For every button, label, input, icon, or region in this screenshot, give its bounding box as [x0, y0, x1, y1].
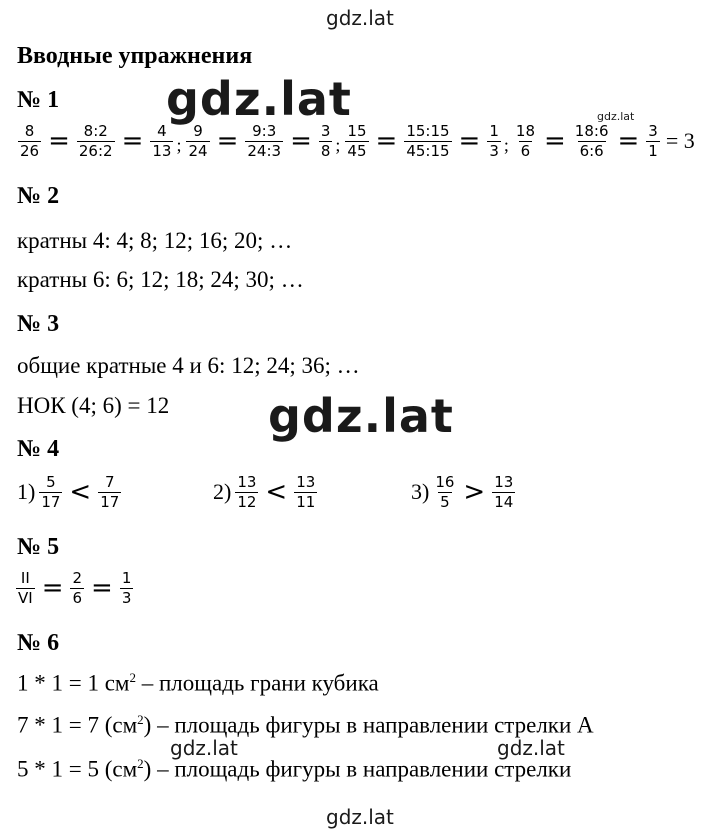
item-label: 2) — [213, 479, 232, 504]
fraction — [150, 123, 173, 159]
fraction-denominator: 6 — [520, 141, 531, 160]
fraction — [245, 123, 283, 159]
fraction — [70, 570, 84, 606]
exercise-3-line: общие кратные 4 и 6: 12; 24; 36; … — [17, 353, 360, 378]
watermark-text: gdz.lat — [268, 389, 454, 443]
exercise-4-heading: № 4 — [17, 436, 60, 462]
fraction-numerator: 7 — [104, 473, 115, 491]
watermark-text: gdz.lat — [597, 110, 635, 123]
operator: > — [463, 477, 486, 507]
fraction — [16, 570, 35, 606]
item-label: 3) — [411, 479, 430, 504]
fraction — [319, 123, 333, 159]
exercise-3-heading: № 3 — [17, 311, 60, 337]
exercise-3-line: НОК (4; 6) = 12 — [17, 393, 170, 418]
result-text: = 3 — [665, 128, 695, 153]
exercise-6-heading: № 6 — [17, 630, 60, 656]
comparison-item — [213, 474, 319, 510]
exercise-6-line — [17, 712, 594, 739]
fraction-numerator: 18 — [515, 122, 535, 140]
fraction-denominator: 11 — [296, 492, 316, 511]
fraction — [294, 474, 317, 510]
superscript: 2 — [129, 670, 136, 685]
line-text: ) – площадь фигуры в направлении стрелки — [143, 756, 572, 782]
operator: = — [91, 573, 113, 603]
watermark-text: gdz.lat — [170, 736, 238, 760]
superscript: 2 — [137, 756, 144, 771]
exercise-6-line — [17, 756, 571, 783]
fraction-denominator: 26:2 — [78, 141, 113, 160]
watermark-text: gdz.lat — [497, 736, 565, 760]
operator: = — [41, 573, 64, 603]
watermark-text: gdz.lat — [166, 72, 352, 126]
operator: < — [69, 477, 92, 507]
fraction-numerator: 9:3 — [252, 122, 277, 140]
fraction-numerator: 9 — [193, 122, 203, 140]
operator: = — [290, 126, 312, 156]
fraction-numerator: 1 — [121, 569, 132, 587]
comparison-item — [17, 474, 123, 510]
fraction-numerator: 13 — [237, 473, 257, 491]
fraction — [186, 123, 209, 159]
fraction — [18, 123, 41, 159]
line-text: – площадь грани кубика — [135, 670, 379, 696]
fraction — [345, 123, 368, 159]
line-text: 1 * 1 = 1 см — [17, 670, 130, 696]
fraction-denominator: 12 — [237, 492, 257, 511]
separator: ; — [335, 135, 341, 155]
fraction — [235, 474, 258, 510]
fraction-denominator: 24 — [188, 141, 208, 160]
fraction — [573, 123, 611, 159]
fraction — [487, 123, 501, 159]
fraction — [77, 123, 115, 159]
fraction — [98, 474, 121, 510]
operator: = — [48, 126, 70, 156]
operator: = — [375, 126, 398, 156]
fraction-numerator: 8:2 — [83, 122, 108, 140]
fraction-numerator: 16 — [435, 473, 455, 491]
fraction-denominator: 45 — [347, 141, 367, 160]
item-label: 1) — [17, 479, 36, 504]
exercise-6-line — [17, 670, 379, 697]
fraction-denominator: 5 — [440, 492, 450, 511]
fraction — [404, 123, 451, 159]
exercise-5-heading: № 5 — [17, 534, 60, 560]
fraction — [492, 474, 515, 510]
fraction-denominator: 3 — [489, 141, 499, 160]
fraction-numerator: II — [20, 569, 30, 587]
operator: = — [458, 126, 481, 156]
operator: = — [121, 126, 144, 156]
page-title: Вводные упражнения — [17, 43, 253, 69]
line-text: ) – площадь фигуры в направлении стрелки А — [143, 712, 594, 738]
fraction-numerator: 13 — [494, 473, 514, 491]
fraction-denominator: 45:15 — [406, 141, 450, 160]
operator: = — [544, 126, 566, 156]
fraction — [39, 474, 62, 510]
exercise-2-heading: № 2 — [17, 183, 60, 209]
fraction-numerator: 2 — [72, 569, 83, 587]
fraction-denominator: 8 — [320, 141, 331, 160]
superscript: 2 — [137, 712, 144, 727]
exercise-2-line: кратны 4: 4; 8; 12; 16; 20; … — [17, 228, 293, 253]
fraction-numerator: 15 — [347, 122, 367, 140]
watermark-text: gdz.lat — [326, 6, 394, 30]
exercise-2-line: кратны 6: 6; 12; 18; 24; 30; … — [17, 267, 304, 292]
operator: = — [617, 126, 640, 156]
fraction — [646, 123, 660, 159]
fraction-denominator: 13 — [152, 141, 172, 160]
fraction-denominator: 6 — [72, 588, 83, 607]
exercise-5-chain — [14, 570, 135, 606]
fraction-denominator: 14 — [494, 492, 514, 511]
fraction-numerator: 5 — [46, 473, 56, 491]
fraction-denominator: 3 — [121, 588, 132, 607]
fraction-numerator: 15:15 — [406, 122, 450, 140]
fraction-denominator: 6:6 — [579, 141, 604, 160]
fraction-denominator: VI — [18, 588, 33, 607]
exercise-1-heading: № 1 — [17, 87, 60, 113]
exercise-1-chain — [16, 123, 695, 159]
fraction — [120, 570, 134, 606]
comparison-item — [411, 474, 517, 510]
line-text: 7 * 1 = 7 (см — [17, 712, 138, 738]
fraction-numerator: 1 — [489, 122, 499, 140]
line-text: 5 * 1 = 5 (см — [17, 756, 138, 782]
fraction-denominator: 26 — [20, 141, 40, 160]
fraction — [514, 123, 537, 159]
watermark-text: gdz.lat — [326, 805, 394, 829]
separator: ; — [503, 135, 509, 155]
fraction-numerator: 13 — [296, 473, 316, 491]
fraction-denominator: 17 — [100, 492, 120, 511]
fraction-denominator: 17 — [41, 492, 61, 511]
fraction-numerator: 3 — [648, 122, 658, 140]
fraction-numerator: 8 — [24, 122, 35, 140]
fraction — [433, 474, 456, 510]
fraction-denominator: 1 — [648, 141, 658, 160]
fraction-numerator: 18:6 — [574, 122, 609, 140]
operator: < — [265, 477, 288, 507]
fraction-denominator: 24:3 — [247, 141, 282, 160]
operator: = — [216, 126, 239, 156]
fraction-numerator: 3 — [320, 122, 331, 140]
fraction-numerator: 4 — [157, 122, 167, 140]
separator: ; — [176, 135, 182, 155]
